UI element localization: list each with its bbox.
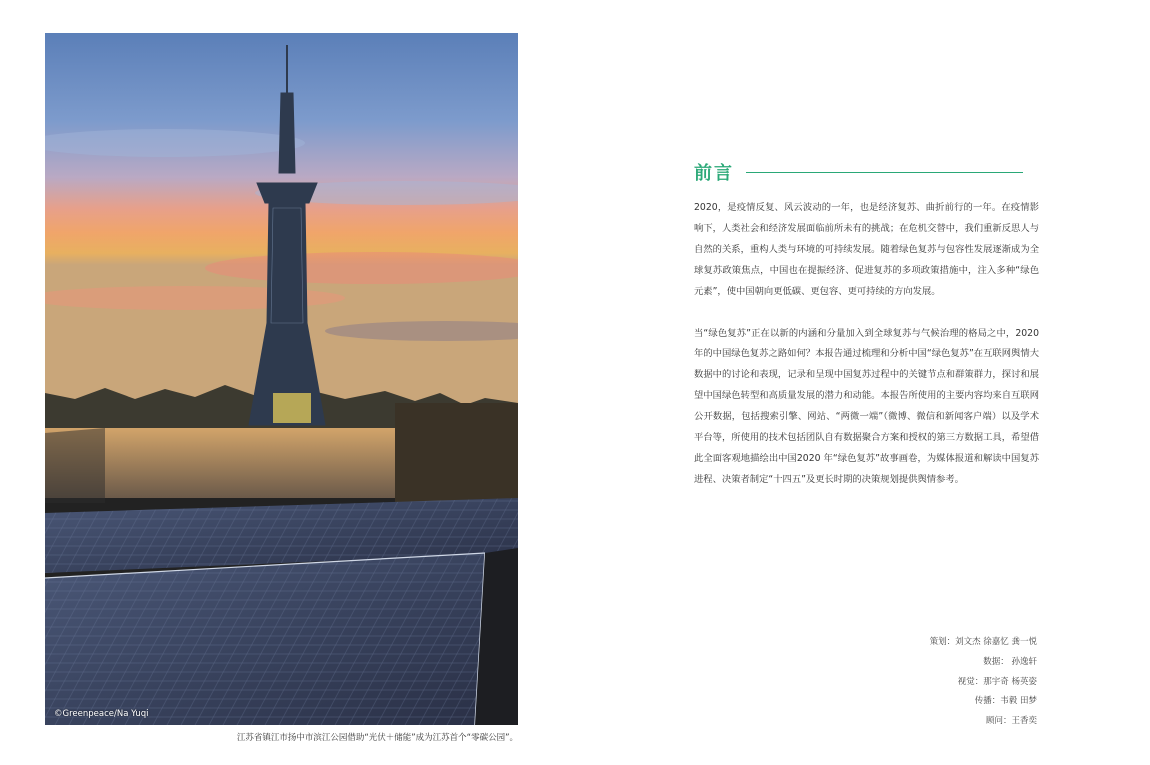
preface-title: 前言 <box>694 163 734 184</box>
credit-planning: 策划：刘文杰 徐嘉忆 龚一悦 <box>929 637 1037 647</box>
preface-header <box>694 158 1039 186</box>
preface-section <box>694 158 1039 491</box>
cover-photo <box>45 33 518 725</box>
title-divider <box>746 172 1023 173</box>
photo-caption: 江苏省镇江市扬中市滨江公园借助“光伏＋储能”成为江苏首个“零碳公园”。 <box>236 733 518 743</box>
photo-credit: ©Greenpeace/Na Yuqi <box>54 709 149 719</box>
credit-data: 数据： 孙逸轩 <box>983 656 1037 667</box>
credit-advisor: 顾问：王香奕 <box>985 716 1037 727</box>
preface-paragraph-2: 当“绿色复苏”正在以新的内涵和分量加入到全球复苏与气候治理的格局之中，2020 年的中国绿色复苏之路如何？本报告通过梳理和分析中国“绿色复苏”在互联网舆情大数据中的讨论和表现，记录和呈现中国复苏过程中的关键节点和群策群力，探讨和展望中国绿色转型和高质量发展的潜力和动能。本报告所使用的主要内容均来自互联网公开数据，包括搜索引擎、网站、“两微一端”（微博、微信和新闻客户端）以及学术平台等，所使用的技术包括团队自有数据聚合方案和授权的第三方数据工具，希望借此全面客观地描绘出中国2020 年“绿色复苏”故事画卷，为媒体报道和解读中国复苏进程、决策者制定“十四五”及更长时期的决策规划提供舆情参考。 <box>694 327 1039 485</box>
preface-paragraph-1: 2020，是疫情反复、风云波动的一年，也是经济复苏、曲折前行的一年。在疫情影响下，人类社会和经济发展面临前所未有的挑战；在危机交替中，我们重新反思人与自然的关系，重构人类与环境的可持续发展。随着绿色复苏与包容性发展逐渐成为全球复苏政策焦点，中国也在提振经济、促进复苏的多项政策措施中，注入多种“绿色元素”，使中国朝向更低碳、更包容、更可持续的方向发展。 <box>694 202 1039 297</box>
credit-visual: 视觉：那宇奇 杨英姿 <box>957 676 1037 687</box>
photo-illustration <box>45 33 518 725</box>
credits-list <box>930 633 1037 732</box>
credit-communication: 传播：韦毅 田梦 <box>974 696 1037 707</box>
